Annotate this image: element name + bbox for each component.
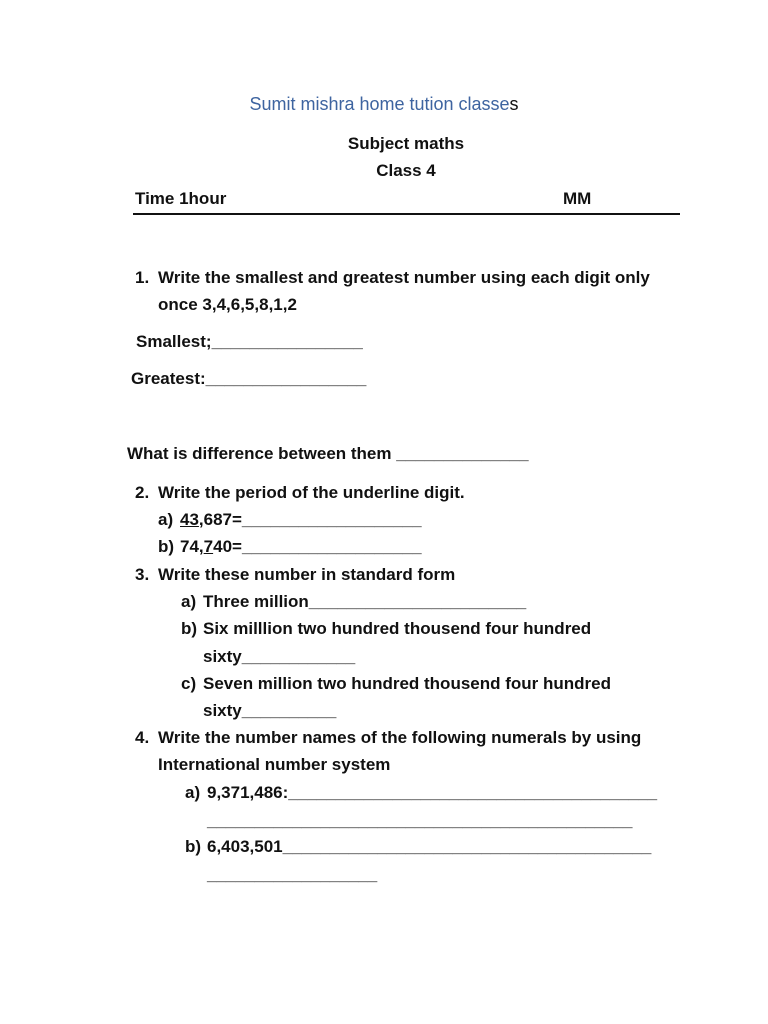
q2-number: 2.: [135, 483, 150, 502]
q3a-blank[interactable]: Three million_______________________: [203, 592, 527, 611]
q3c-label: c): [181, 674, 197, 693]
max-marks-label: MM: [563, 189, 592, 208]
q1-difference-blank[interactable]: What is difference between them ______________: [127, 444, 529, 463]
q2a-label: a): [158, 510, 174, 529]
q2b-prefix: 74,: [180, 537, 204, 556]
header-divider: [133, 213, 680, 215]
q3a-label: a): [181, 592, 197, 611]
q3b-blank[interactable]: sixty____________: [203, 647, 356, 666]
q4a-blank[interactable]: 9,371,486:_______________________________________: [207, 783, 658, 802]
title-main: Sumit mishra home tution classe: [249, 94, 510, 114]
q2b-label: b): [158, 537, 175, 556]
q2a-answer[interactable]: [180, 509, 422, 531]
q3-text: Write these number in standard form: [158, 565, 456, 584]
q4-text-line1: Write the number names of the following numerals by using: [158, 728, 642, 747]
q4b-blank-continued[interactable]: __________________: [207, 865, 378, 884]
q4b-blank[interactable]: 6,403,501_______________________________________: [207, 837, 652, 856]
q4-text-line2: International number system: [158, 755, 391, 774]
page-title: [0, 94, 768, 115]
q1-number: 1.: [135, 268, 150, 287]
q2b-answer[interactable]: [180, 536, 422, 558]
q4a-blank-continued[interactable]: _____________________________________________: [207, 811, 633, 830]
q4b-label: b): [185, 837, 202, 856]
subject-label: Subject maths: [347, 134, 465, 153]
q3-number: 3.: [135, 565, 150, 584]
q2a-rest: ,687=___________________: [198, 510, 422, 529]
q1-text-line2: once 3,4,6,5,8,1,2: [158, 295, 297, 314]
q3b-label: b): [181, 619, 198, 638]
q1-greatest-blank[interactable]: Greatest:_________________: [131, 369, 367, 388]
q2-text: Write the period of the underline digit.: [158, 483, 465, 502]
q4a-label: a): [185, 783, 201, 802]
q1-text-line1: Write the smallest and greatest number using each digit only: [158, 268, 650, 287]
class-label: Class 4: [376, 161, 436, 180]
q4-number: 4.: [135, 728, 150, 747]
time-label: Time 1hour: [135, 189, 227, 208]
q3c-blank[interactable]: sixty__________: [203, 701, 337, 720]
q2b-rest: 40=___________________: [213, 537, 422, 556]
q2b-underlined-digit: 7: [203, 537, 214, 556]
title-last-letter: s: [509, 94, 519, 114]
q2a-underlined-digits: 43: [180, 510, 199, 529]
q3c-text-line1: Seven million two hundred thousend four hundred: [203, 674, 611, 693]
q3b-text-line1: Six milllion two hundred thousend four hundred: [203, 619, 592, 638]
q1-smallest-blank[interactable]: Smallest;________________: [136, 332, 363, 351]
